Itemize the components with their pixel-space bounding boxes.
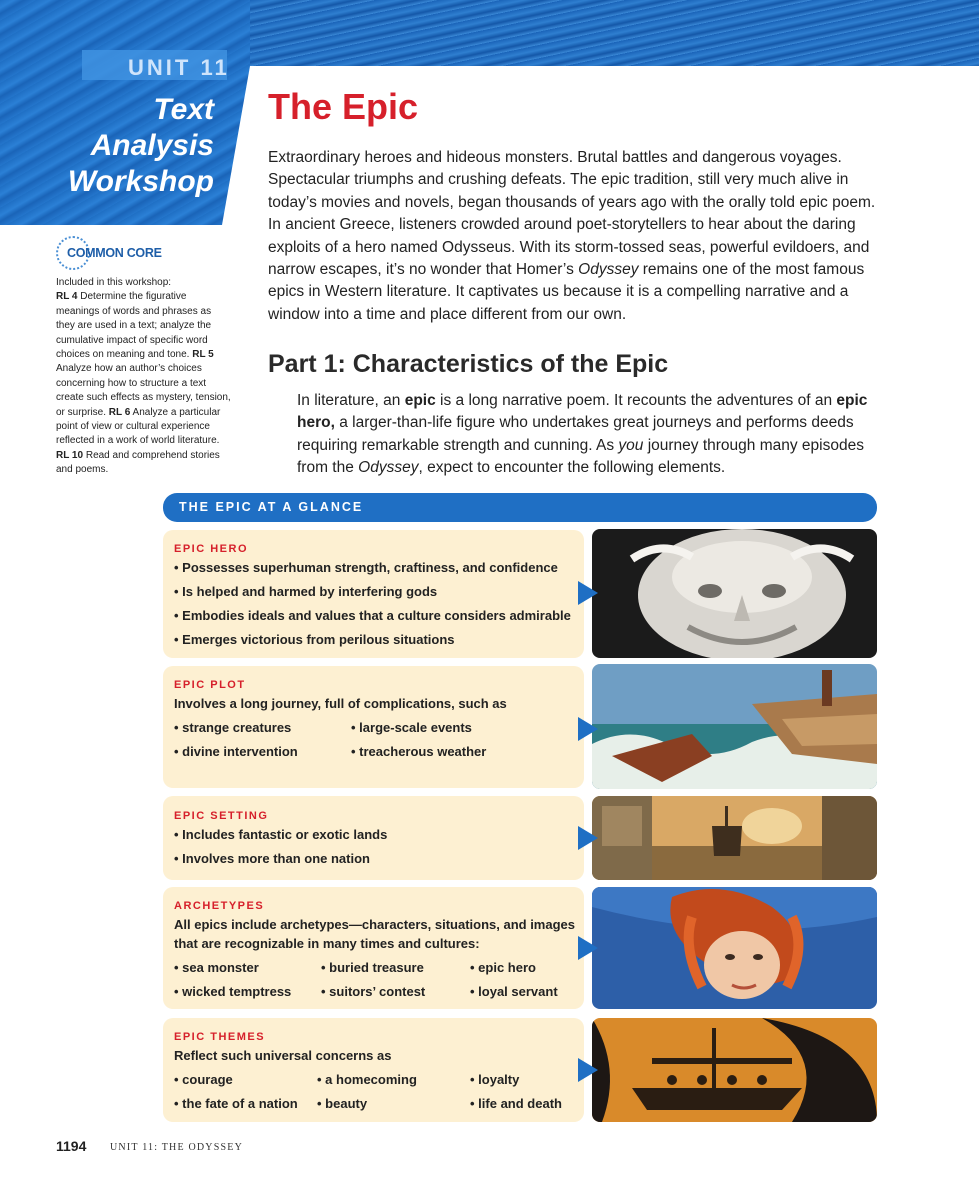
list-item: • beauty	[317, 1096, 368, 1111]
epic-hero-card	[163, 530, 584, 658]
pointer-arrow-icon	[578, 717, 598, 741]
card-intro: Reflect such universal concerns as	[174, 1048, 392, 1063]
ship-vase-image-art	[592, 1018, 877, 1122]
pointer-arrow-icon	[578, 1058, 598, 1082]
card-intro-cont: that are recognizable in many times and cultures:	[174, 936, 480, 951]
section-heading: Part 1: Characteristics of the Epic	[268, 350, 669, 378]
pointer-arrow-icon	[578, 826, 598, 850]
archetypes-card	[163, 887, 584, 1009]
list-item: • wicked temptress	[174, 984, 292, 999]
workshop-title: Text Analysis Workshop	[67, 93, 214, 198]
list-item: • treacherous weather	[351, 744, 487, 759]
temptress-image	[592, 887, 877, 1009]
standards-sidebar: Included in this workshop: RL 4 Determine the figurative meanings of words and phrases as they are used in a text; analyze the cumulative impact of specific word choices on meaning and tone. RL 5 Analyze how an author’s choices concerning how to structure a text create such effects as mystery, tension, or surprise. RL 6 Analyze a particular point of view or cultural experience reflected in a work of world literature. RL 10 Read and comprehend stories and poems.	[56, 277, 231, 476]
list-item: • loyal servant	[470, 984, 558, 999]
glance-title: THE EPIC AT A GLANCE	[179, 500, 364, 514]
common-core-label: COMMON CORE	[67, 246, 162, 260]
list-item: • loyalty	[470, 1072, 520, 1087]
list-item: • Is helped and harmed by interfering gods	[174, 584, 438, 599]
card-intro: Involves a long journey, full of complications, such as	[174, 696, 507, 711]
list-item: • epic hero	[470, 960, 536, 975]
unit-label: UNIT 11	[128, 55, 230, 80]
pointer-arrow-icon	[578, 581, 598, 605]
list-item: • strange creatures	[174, 720, 292, 735]
epic-themes-card	[163, 1018, 584, 1122]
harbor-image-art	[592, 796, 877, 880]
statue-image	[592, 529, 877, 658]
section-paragraph: In literature, an epic is a long narrative poem. It recounts the adventures of an epic hero, a larger-than-life figure who undertakes great journeys and performs deeds requiring remarkable strength and cunning. As you journey through many episodes from the Odyssey, expect to encounter the following elements.	[297, 392, 868, 477]
list-item: • sea monster	[174, 960, 259, 975]
page-title: The Epic	[268, 86, 419, 127]
glance-banner	[163, 493, 877, 522]
list-item: • Possesses superhuman strength, craftiness, and confidence	[174, 560, 558, 575]
shipwreck-image	[592, 664, 877, 789]
list-item: • large-scale events	[351, 720, 472, 735]
list-item: • courage	[174, 1072, 233, 1087]
card-heading: EPIC PLOT	[174, 679, 246, 691]
statue-image-art	[592, 529, 877, 658]
ship-vase-image	[592, 1018, 877, 1122]
list-item: • Includes fantastic or exotic lands	[174, 827, 388, 842]
list-item: • life and death	[470, 1096, 562, 1111]
temptress-image-art	[592, 887, 877, 1009]
epic-plot-card	[163, 666, 584, 788]
epic-setting-card	[163, 796, 584, 880]
list-item: • divine intervention	[174, 744, 298, 759]
list-item: • Emerges victorious from perilous situations	[174, 632, 455, 647]
card-intro: All epics include archetypes—characters, situations, and images	[174, 917, 575, 932]
pointer-arrow-icon	[578, 936, 598, 960]
card-heading: EPIC HERO	[174, 543, 249, 555]
list-item: • a homecoming	[317, 1072, 417, 1087]
list-item: • the fate of a nation	[174, 1096, 298, 1111]
list-item: • Embodies ideals and values that a culture considers admirable	[174, 608, 571, 623]
card-heading: ARCHETYPES	[174, 900, 265, 912]
intro-paragraph: Extraordinary heroes and hideous monsters. Brutal battles and dangerous voyages. Spectacular triumphs and crushing defeats. The epic tradition, still very much alive in today’s movies and novels, began thousands of years ago with the orally told epic poem. In ancient Greece, listeners crowded around poet-storytellers to hear about the daring exploits of a hero named Odysseus. With its storm-tossed seas, powerful evildoers, and narrow escapes, it’s no wonder that Homer’s Odyssey remains one of the most famous epics in Western literature. It captivates us because it is a compelling narrative and a window into a time and place different from our own.	[268, 149, 876, 323]
list-item: • Involves more than one nation	[174, 851, 370, 866]
list-item: • buried treasure	[321, 960, 424, 975]
list-item: • suitors’ contest	[321, 984, 426, 999]
harbor-image	[592, 796, 877, 880]
card-heading: EPIC THEMES	[174, 1031, 266, 1043]
running-footer: UNIT 11: THE ODYSSEY	[110, 1142, 243, 1153]
page-number: 1194	[56, 1138, 87, 1154]
card-heading: EPIC SETTING	[174, 810, 269, 822]
shipwreck-image-art	[592, 664, 877, 789]
